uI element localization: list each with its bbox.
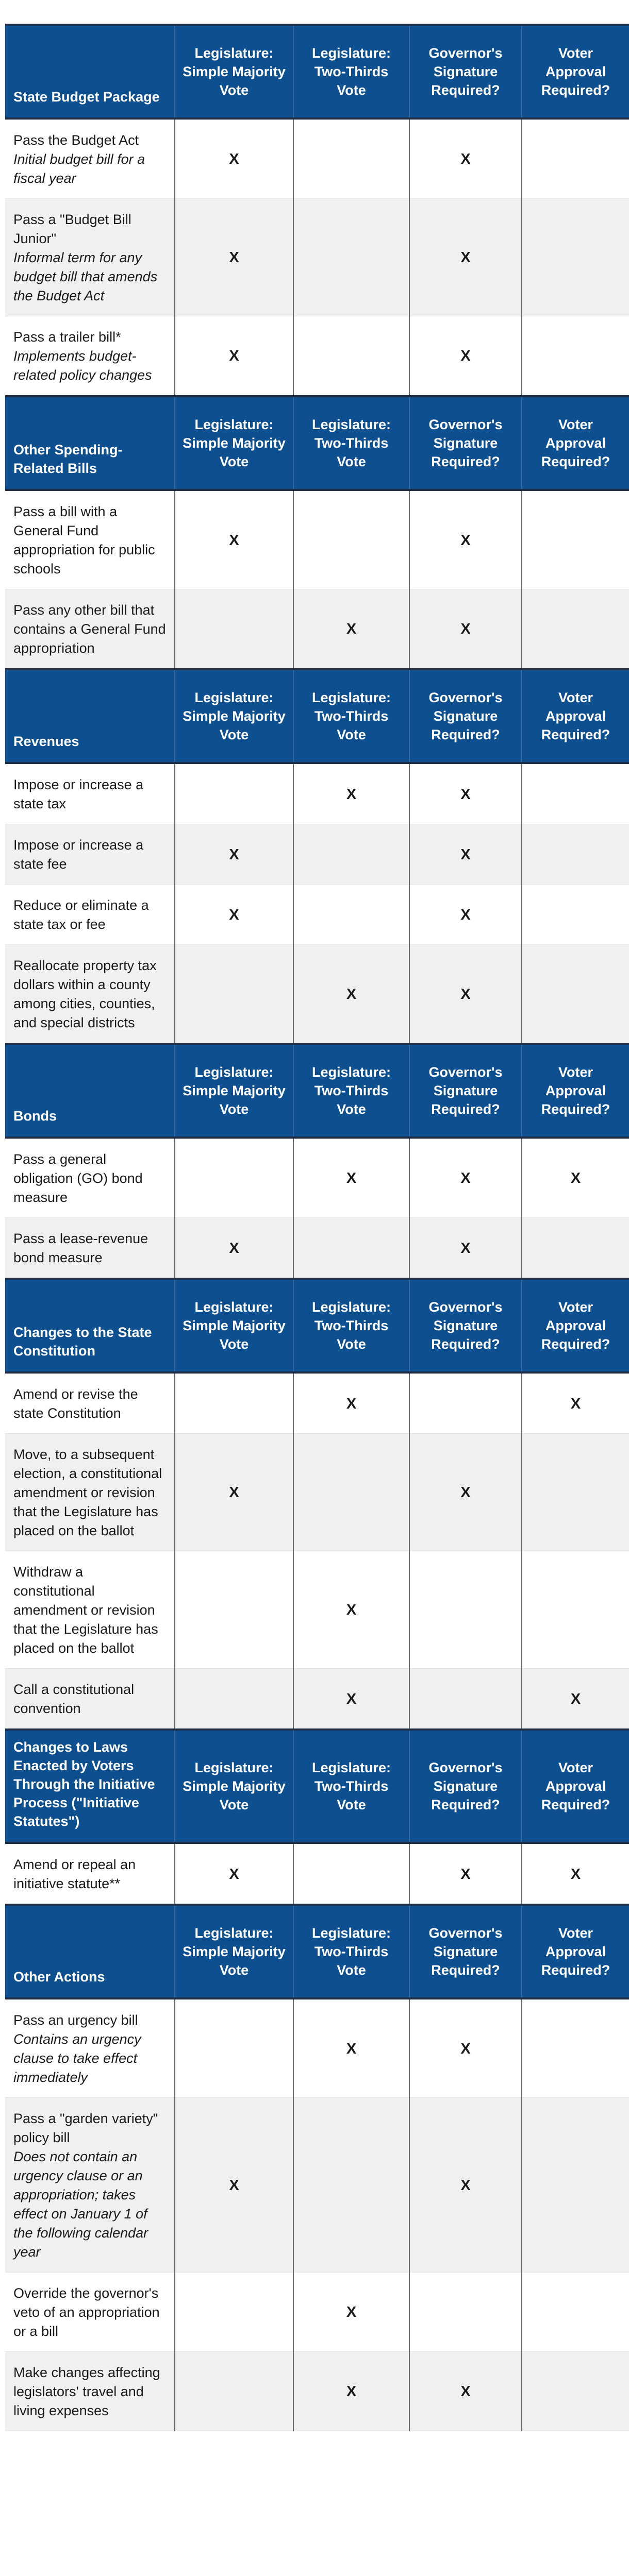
column-header-governor-signature: Governor's Signature Required?	[409, 1905, 522, 1998]
table-row	[5, 2273, 629, 2352]
required-mark: X	[229, 532, 239, 549]
table-row	[5, 1138, 629, 1218]
action-label: Override the governor's veto of an appropriation or a bill	[13, 2285, 160, 2339]
cell-two-thirds	[293, 1218, 409, 1279]
cell-simple-majority	[175, 2098, 293, 2273]
section-body	[5, 1998, 629, 2431]
action-cell	[5, 1372, 175, 1434]
cell-two-thirds	[293, 589, 409, 670]
required-mark: X	[460, 2383, 471, 2400]
cell-voter-approval	[522, 763, 629, 824]
cell-simple-majority	[175, 1372, 293, 1434]
cell-two-thirds	[293, 1843, 409, 1905]
cell-simple-majority	[175, 1843, 293, 1905]
cell-simple-majority	[175, 1434, 293, 1551]
action-label: Make changes affecting legislators' travel and living expenses	[13, 2365, 160, 2418]
column-header-voter-approval: Voter Approval Required?	[522, 1279, 629, 1372]
required-mark: X	[229, 906, 239, 923]
cell-two-thirds	[293, 2273, 409, 2352]
action-cell	[5, 199, 175, 316]
cell-simple-majority	[175, 2352, 293, 2431]
table-row	[5, 316, 629, 397]
column-header-two-thirds: Legislature: Two-Thirds Vote	[293, 669, 409, 763]
action-label: Impose or increase a state tax	[13, 777, 144, 811]
section-title: Changes to Laws Enacted by Voters Through the Initiative Process ("Initiative Statutes")	[5, 1730, 175, 1843]
column-header-voter-approval: Voter Approval Required?	[522, 1905, 629, 1998]
cell-voter-approval	[522, 1434, 629, 1551]
action-cell	[5, 824, 175, 885]
section-title: Other Actions	[5, 1905, 175, 1998]
column-header-simple-majority: Legislature: Simple Majority Vote	[175, 1905, 293, 1998]
required-mark: X	[229, 1866, 239, 1883]
required-mark: X	[460, 532, 471, 549]
action-label: Pass a "Budget Bill Junior"	[13, 212, 131, 246]
cell-voter-approval	[522, 2352, 629, 2431]
cell-voter-approval	[522, 589, 629, 670]
required-mark: X	[229, 2177, 239, 2194]
cell-two-thirds	[293, 2098, 409, 2273]
cell-simple-majority	[175, 1138, 293, 1218]
cell-governor-signature	[409, 763, 522, 824]
action-label: Pass a trailer bill*	[13, 329, 121, 345]
section-title: Changes to the State Constitution	[5, 1279, 175, 1372]
required-mark: X	[460, 1240, 471, 1257]
required-mark: X	[346, 1690, 357, 1707]
required-mark: X	[460, 846, 471, 863]
required-mark: X	[346, 2040, 357, 2057]
cell-two-thirds	[293, 1372, 409, 1434]
section-header-row	[5, 1905, 629, 1998]
cell-voter-approval	[522, 945, 629, 1044]
table-row	[5, 1218, 629, 1279]
action-label: Call a constitutional convention	[13, 1682, 135, 1716]
column-header-governor-signature: Governor's Signature Required?	[409, 25, 522, 118]
action-label: Pass an urgency bill	[13, 2012, 138, 2028]
cell-simple-majority	[175, 1669, 293, 1730]
section-header-row	[5, 1044, 629, 1138]
cell-governor-signature	[409, 885, 522, 945]
required-mark: X	[229, 1484, 239, 1501]
required-mark: X	[346, 1170, 357, 1187]
column-header-simple-majority: Legislature: Simple Majority Vote	[175, 396, 293, 490]
required-mark: X	[460, 348, 471, 364]
cell-simple-majority	[175, 1218, 293, 1279]
cell-simple-majority	[175, 763, 293, 824]
column-header-two-thirds: Legislature: Two-Thirds Vote	[293, 1905, 409, 1998]
column-header-simple-majority: Legislature: Simple Majority Vote	[175, 25, 293, 118]
cell-governor-signature	[409, 2098, 522, 2273]
action-cell	[5, 1669, 175, 1730]
cell-governor-signature	[409, 199, 522, 316]
section-title: State Budget Package	[5, 25, 175, 118]
action-cell	[5, 1843, 175, 1905]
cell-governor-signature	[409, 118, 522, 199]
action-cell	[5, 1434, 175, 1551]
table-row	[5, 2098, 629, 2273]
action-label: Pass a lease-revenue bond measure	[13, 1231, 148, 1265]
section-header-row	[5, 669, 629, 763]
action-cell	[5, 490, 175, 589]
required-mark: X	[346, 2383, 357, 2400]
cell-two-thirds	[293, 199, 409, 316]
cell-governor-signature	[409, 824, 522, 885]
required-mark: X	[570, 1395, 581, 1412]
cell-simple-majority	[175, 199, 293, 316]
cell-voter-approval	[522, 199, 629, 316]
action-description: Does not contain an urgency clause or an appropriation; takes effect on January 1 of the following calendar year	[13, 2149, 148, 2260]
action-label: Pass a general obligation (GO) bond measure	[13, 1151, 143, 1205]
table-row	[5, 824, 629, 885]
cell-governor-signature	[409, 1669, 522, 1730]
section-header	[5, 669, 629, 763]
table-row	[5, 118, 629, 199]
column-header-governor-signature: Governor's Signature Required?	[409, 669, 522, 763]
required-mark: X	[229, 348, 239, 364]
cell-simple-majority	[175, 2273, 293, 2352]
section-body	[5, 1843, 629, 1905]
column-header-simple-majority: Legislature: Simple Majority Vote	[175, 1044, 293, 1138]
cell-voter-approval	[522, 2098, 629, 2273]
action-label: Withdraw a constitutional amendment or revision that the Legislature has placed on the ballot	[13, 1564, 158, 1656]
cell-voter-approval	[522, 1551, 629, 1669]
section-body	[5, 1138, 629, 1279]
cell-voter-approval	[522, 1218, 629, 1279]
cell-governor-signature	[409, 1138, 522, 1218]
cell-voter-approval	[522, 824, 629, 885]
section-header	[5, 1905, 629, 1998]
cell-two-thirds	[293, 2352, 409, 2431]
cell-two-thirds	[293, 1138, 409, 1218]
cell-voter-approval	[522, 316, 629, 397]
section-header-row	[5, 1279, 629, 1372]
action-cell	[5, 1998, 175, 2098]
action-cell	[5, 2352, 175, 2431]
action-cell	[5, 1138, 175, 1218]
cell-governor-signature	[409, 1372, 522, 1434]
column-header-voter-approval: Voter Approval Required?	[522, 396, 629, 490]
table-row	[5, 1998, 629, 2098]
section-title: Other Spending-Related Bills	[5, 396, 175, 490]
cell-governor-signature	[409, 1843, 522, 1905]
cell-governor-signature	[409, 1551, 522, 1669]
action-label: Move, to a subsequent election, a constitutional amendment or revision that the Legislature has placed on the ballot	[13, 1447, 162, 1538]
column-header-two-thirds: Legislature: Two-Thirds Vote	[293, 396, 409, 490]
section-header	[5, 25, 629, 118]
action-label: Pass the Budget Act	[13, 132, 139, 148]
action-cell	[5, 885, 175, 945]
table-row	[5, 945, 629, 1044]
column-header-governor-signature: Governor's Signature Required?	[409, 1279, 522, 1372]
section-header	[5, 1044, 629, 1138]
cell-two-thirds	[293, 824, 409, 885]
action-label: Pass any other bill that contains a General Fund appropriation	[13, 602, 166, 656]
table-row	[5, 1434, 629, 1551]
cell-voter-approval	[522, 1843, 629, 1905]
action-description: Informal term for any budget bill that amends the Budget Act	[13, 250, 158, 303]
table-row	[5, 1843, 629, 1905]
cell-simple-majority	[175, 589, 293, 670]
cell-simple-majority	[175, 316, 293, 397]
required-mark: X	[346, 1395, 357, 1412]
action-description: Contains an urgency clause to take effect immediately	[13, 2031, 141, 2085]
cell-governor-signature	[409, 1434, 522, 1551]
cell-governor-signature	[409, 2273, 522, 2352]
required-mark: X	[346, 986, 357, 1003]
cell-simple-majority	[175, 824, 293, 885]
action-description: Implements budget-related policy changes	[13, 348, 152, 383]
action-label: Amend or repeal an initiative statute**	[13, 1857, 136, 1891]
required-mark: X	[460, 621, 471, 637]
table-row	[5, 1372, 629, 1434]
column-header-two-thirds: Legislature: Two-Thirds Vote	[293, 25, 409, 118]
required-mark: X	[460, 1484, 471, 1501]
table-row	[5, 490, 629, 589]
required-mark: X	[460, 2177, 471, 2194]
cell-two-thirds	[293, 1669, 409, 1730]
required-mark: X	[460, 786, 471, 803]
cell-simple-majority	[175, 118, 293, 199]
section-header-row	[5, 25, 629, 118]
table-row	[5, 199, 629, 316]
action-description: Initial budget bill for a fiscal year	[13, 151, 145, 186]
required-mark: X	[229, 846, 239, 863]
column-header-voter-approval: Voter Approval Required?	[522, 25, 629, 118]
cell-voter-approval	[522, 885, 629, 945]
required-mark: X	[460, 1866, 471, 1883]
vote-requirements-table-container	[5, 24, 629, 2431]
action-label: Impose or increase a state fee	[13, 837, 144, 872]
cell-simple-majority	[175, 945, 293, 1044]
action-label: Pass a bill with a General Fund appropriation for public schools	[13, 504, 155, 577]
required-mark: X	[570, 1866, 581, 1883]
required-mark: X	[460, 249, 471, 266]
cell-two-thirds	[293, 490, 409, 589]
required-mark: X	[346, 621, 357, 637]
cell-two-thirds	[293, 316, 409, 397]
column-header-voter-approval: Voter Approval Required?	[522, 1730, 629, 1843]
cell-voter-approval	[522, 118, 629, 199]
column-header-two-thirds: Legislature: Two-Thirds Vote	[293, 1279, 409, 1372]
section-body	[5, 490, 629, 669]
table-row	[5, 763, 629, 824]
cell-governor-signature	[409, 1218, 522, 1279]
action-cell	[5, 1218, 175, 1279]
cell-simple-majority	[175, 885, 293, 945]
action-cell	[5, 2273, 175, 2352]
action-label: Amend or revise the state Constitution	[13, 1386, 138, 1421]
cell-two-thirds	[293, 1551, 409, 1669]
required-mark: X	[570, 1170, 581, 1187]
cell-voter-approval	[522, 1998, 629, 2098]
section-header	[5, 1279, 629, 1372]
cell-governor-signature	[409, 589, 522, 670]
column-header-voter-approval: Voter Approval Required?	[522, 1044, 629, 1138]
table-row	[5, 2352, 629, 2431]
required-mark: X	[229, 1240, 239, 1257]
column-header-voter-approval: Voter Approval Required?	[522, 669, 629, 763]
cell-simple-majority	[175, 1551, 293, 1669]
column-header-governor-signature: Governor's Signature Required?	[409, 1730, 522, 1843]
cell-governor-signature	[409, 1998, 522, 2098]
cell-two-thirds	[293, 1998, 409, 2098]
table-row	[5, 1551, 629, 1669]
required-mark: X	[460, 2040, 471, 2057]
required-mark: X	[229, 151, 239, 167]
table-row	[5, 589, 629, 670]
cell-governor-signature	[409, 490, 522, 589]
section-header	[5, 396, 629, 490]
vote-requirements-table	[5, 24, 629, 2431]
column-header-two-thirds: Legislature: Two-Thirds Vote	[293, 1044, 409, 1138]
cell-voter-approval	[522, 1372, 629, 1434]
section-header-row	[5, 396, 629, 490]
cell-voter-approval	[522, 1138, 629, 1218]
cell-two-thirds	[293, 763, 409, 824]
cell-two-thirds	[293, 945, 409, 1044]
column-header-simple-majority: Legislature: Simple Majority Vote	[175, 1730, 293, 1843]
cell-voter-approval	[522, 1669, 629, 1730]
section-body	[5, 1372, 629, 1730]
section-body	[5, 118, 629, 396]
cell-voter-approval	[522, 490, 629, 589]
section-title: Revenues	[5, 669, 175, 763]
table-row	[5, 885, 629, 945]
required-mark: X	[346, 2304, 357, 2320]
column-header-two-thirds: Legislature: Two-Thirds Vote	[293, 1730, 409, 1843]
section-header	[5, 1730, 629, 1843]
cell-governor-signature	[409, 945, 522, 1044]
required-mark: X	[460, 151, 471, 167]
action-label: Pass a "garden variety" policy bill	[13, 2111, 158, 2145]
cell-governor-signature	[409, 316, 522, 397]
action-cell	[5, 763, 175, 824]
action-cell	[5, 945, 175, 1044]
cell-simple-majority	[175, 1998, 293, 2098]
cell-two-thirds	[293, 118, 409, 199]
cell-two-thirds	[293, 885, 409, 945]
column-header-simple-majority: Legislature: Simple Majority Vote	[175, 669, 293, 763]
action-cell	[5, 2098, 175, 2273]
required-mark: X	[346, 1602, 357, 1618]
action-cell	[5, 118, 175, 199]
required-mark: X	[229, 249, 239, 266]
required-mark: X	[570, 1690, 581, 1707]
action-cell	[5, 589, 175, 670]
required-mark: X	[460, 906, 471, 923]
column-header-governor-signature: Governor's Signature Required?	[409, 1044, 522, 1138]
required-mark: X	[460, 1170, 471, 1187]
action-cell	[5, 1551, 175, 1669]
cell-simple-majority	[175, 490, 293, 589]
cell-two-thirds	[293, 1434, 409, 1551]
column-header-governor-signature: Governor's Signature Required?	[409, 396, 522, 490]
action-label: Reduce or eliminate a state tax or fee	[13, 897, 149, 932]
cell-voter-approval	[522, 2273, 629, 2352]
cell-governor-signature	[409, 2352, 522, 2431]
column-header-simple-majority: Legislature: Simple Majority Vote	[175, 1279, 293, 1372]
table-row	[5, 1669, 629, 1730]
section-header-row	[5, 1730, 629, 1843]
required-mark: X	[346, 786, 357, 803]
action-cell	[5, 316, 175, 397]
section-body	[5, 763, 629, 1044]
action-label: Reallocate property tax dollars within a county among cities, counties, and special districts	[13, 958, 157, 1030]
section-title: Bonds	[5, 1044, 175, 1138]
required-mark: X	[460, 986, 471, 1003]
